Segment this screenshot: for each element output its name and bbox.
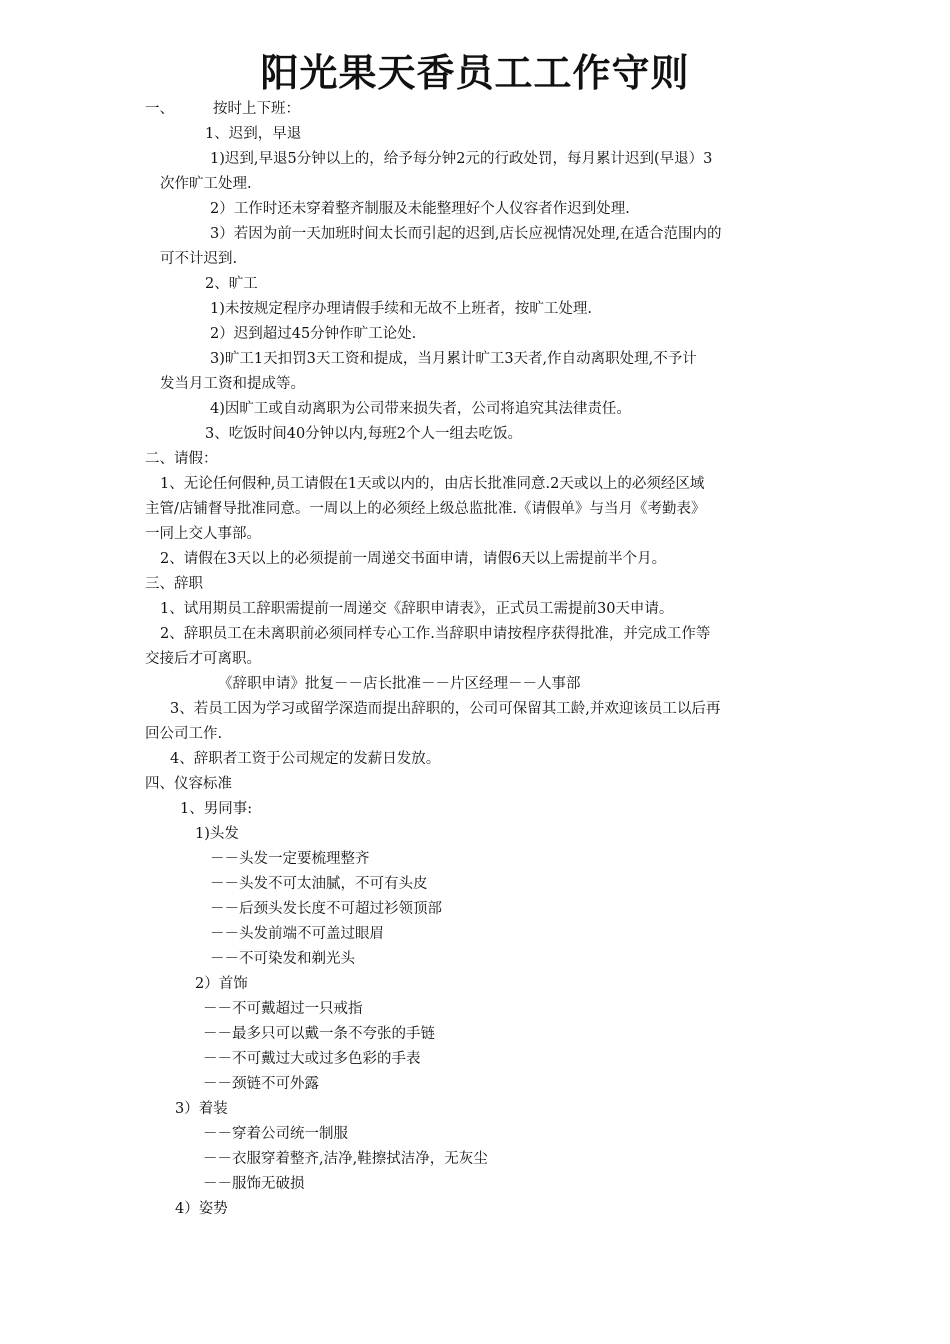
- paragraph-line: 1、试用期员工辞职需提前一周递交《辞职申请表》，正式员工需提前30天申请。: [160, 601, 674, 617]
- paragraph-line: 4、辞职者工资于公司规定的发薪日发放。: [170, 751, 441, 767]
- paragraph-line: 3、若员工因为学习或留学深造而提出辞职的，公司可保留其工龄,并欢迎该员工以后再: [170, 701, 721, 717]
- document-title: 阳光果天香员工工作守则: [260, 51, 690, 95]
- subsection-heading: 2、旷工: [205, 276, 258, 292]
- bullet-line: －－不可染发和剃光头: [210, 951, 355, 967]
- bullet-line: －－后颈头发长度不可超过衫领顶部: [210, 901, 442, 917]
- item-heading: 2）首饰: [195, 976, 248, 992]
- paragraph-line: 1)未按规定程序办理请假手续和无故不上班者，按旷工处理.: [210, 301, 592, 317]
- item-heading: 4）姿势: [175, 1201, 228, 1217]
- item-heading: 1)头发: [195, 826, 239, 842]
- paragraph-line: 主管/店铺督导批准同意。一周以上的必须经上级总监批准.《请假单》与当月《考勤表》: [145, 501, 706, 517]
- bullet-line: －－头发前端不可盖过眼眉: [210, 926, 384, 942]
- paragraph-line: 次作旷工处理.: [160, 176, 252, 192]
- bullet-line: －－穿着公司统一制服: [203, 1126, 348, 1142]
- bullet-line: －－衣服穿着整齐,洁净,鞋擦拭洁净，无灰尘: [203, 1151, 488, 1167]
- bullet-line: －－不可戴超过一只戒指: [203, 1001, 363, 1017]
- bullet-line: －－不可戴过大或过多色彩的手表: [203, 1051, 421, 1067]
- bullet-line: －－服饰无破损: [203, 1176, 305, 1192]
- section-heading: 四、仪容标准: [145, 776, 232, 792]
- paragraph-line: 交接后才可离职。: [145, 651, 261, 667]
- paragraph-line: 1)迟到,早退5分钟以上的，给予每分钟2元的行政处罚，每月累计迟到(早退）3: [210, 151, 713, 167]
- paragraph-line: 2、请假在3天以上的必须提前一周递交书面申请，请假6天以上需提前半个月。: [160, 551, 667, 567]
- section-heading: 三、辞职: [145, 576, 203, 592]
- paragraph-line: 4)因旷工或自动离职为公司带来损失者，公司将追究其法律责任。: [210, 401, 631, 417]
- subsection-heading: 1、男同事:: [180, 801, 253, 817]
- subsection-heading: 1、迟到，早退: [205, 126, 302, 142]
- section-heading-text: 按时上下班：: [213, 101, 300, 117]
- section-heading: 二、请假：: [145, 451, 218, 467]
- paragraph-line: 2）工作时还未穿着整齐制服及未能整理好个人仪容者作迟到处理.: [210, 201, 630, 217]
- paragraph-line: 发当月工资和提成等。: [160, 376, 305, 392]
- paragraph-line: 可不计迟到.: [160, 251, 238, 267]
- bullet-line: －－最多只可以戴一条不夸张的手链: [203, 1026, 435, 1042]
- item-heading: 3）着装: [175, 1101, 228, 1117]
- section-number: 一、: [145, 101, 174, 117]
- document-body: [145, 97, 810, 1222]
- paragraph-line: 2）迟到超过45分钟作旷工论处.: [210, 326, 417, 342]
- paragraph-line: 一同上交人事部。: [145, 526, 261, 542]
- paragraph-line: 回公司工作.: [145, 726, 223, 742]
- paragraph-line: 2、辞职员工在未离职前必须同样专心工作.当辞职申请按程序获得批准，并完成工作等: [160, 626, 711, 642]
- bullet-line: －－头发一定要梳理整齐: [210, 851, 370, 867]
- bullet-line: －－头发不可太油腻，不可有头皮: [210, 876, 428, 892]
- paragraph-line: 1、无论任何假种,员工请假在1天或以内的，由店长批准同意.2天或以上的必须经区域: [160, 476, 705, 492]
- subsection-heading: 3、吃饭时间40分钟以内,每班2个人一组去吃饭。: [205, 426, 523, 442]
- section-heading: [145, 97, 810, 122]
- bullet-line: －－颈链不可外露: [203, 1076, 319, 1092]
- paragraph-line: 3）若因为前一天加班时间太长而引起的迟到,店长应视情况处理,在适合范围内的: [210, 226, 722, 242]
- paragraph-line: 3)旷工1天扣罚3天工资和提成，当月累计旷工3天者,作自动离职处理,不予计: [210, 351, 697, 367]
- approval-flow: 《辞职申请》批复－－店长批准－－片区经理－－人事部: [218, 676, 581, 692]
